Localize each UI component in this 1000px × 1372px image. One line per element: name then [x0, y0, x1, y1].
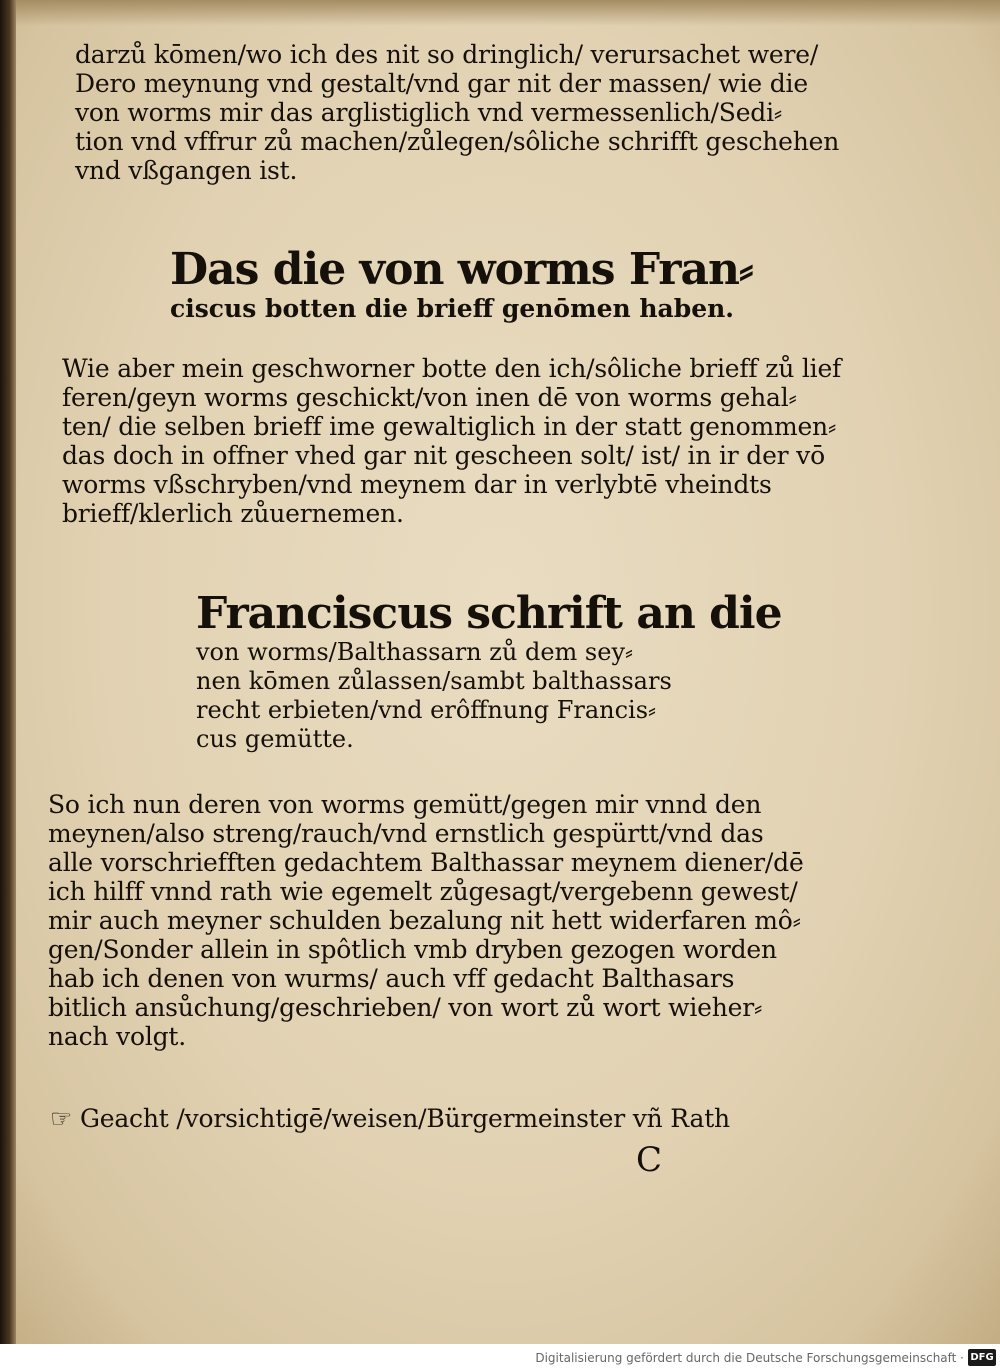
text-line: vnd vßgangen ist. [75, 156, 298, 185]
page-top-shade [16, 0, 1000, 26]
section-heading-1 [170, 246, 753, 323]
heading-subtitle: von worms/Balthassarn zů dem sey⸗ [196, 638, 634, 666]
text-line: darzů kōmen/wo ich des nit so dringlich/ verursachet were/ [75, 40, 819, 69]
text-line: ich hilff vnnd rath wie egemelt zůgesagt/vergebenn gewest/ [48, 877, 798, 906]
salutation-line [50, 1104, 730, 1133]
paragraph-3 [48, 790, 804, 1051]
dfg-logo: DFG [968, 1349, 996, 1366]
text-line: bitlich ansůchung/geschrieben/ von wort zů wort wieher⸗ [48, 993, 763, 1022]
signature-mark [636, 1140, 662, 1180]
text-line: So ich nun deren von worms gemütt/gegen mir vnnd den [48, 790, 762, 819]
signature-letter: C [636, 1140, 663, 1180]
heading-subtitle: cus gemütte. [196, 725, 354, 753]
book-spine-shadow [0, 0, 16, 1344]
text-line: ten/ die selben brieff ime gewaltiglich in der statt genommen⸗ [62, 412, 837, 441]
footer-bar [0, 1344, 1000, 1372]
text-line: hab ich denen von wurms/ auch vff gedacht Balthasars [48, 964, 735, 993]
text-line: Wie aber mein geschworner botte den ich/sôliche brieff zů lief [62, 354, 842, 383]
text-line: mir auch meyner schulden bezalung nit hett widerfaren mô⸗ [48, 906, 801, 935]
text-line: alle vorschriefften gedachtem Balthassar meynem diener/dē [48, 848, 804, 877]
text-line: gen/Sonder allein in spôtlich vmb dryben gezogen worden [48, 935, 777, 964]
heading-title: Das die von worms Fran⸗ [170, 244, 753, 295]
paragraph-2 [62, 354, 841, 528]
heading-subtitle: nen kōmen zůlassen/sambt balthassars [196, 667, 672, 695]
text-line: feren/geyn worms geschickt/von inen dē von worms gehal⸗ [62, 383, 797, 412]
text-line: das doch in offner vhed gar nit gescheen solt/ ist/ in ir der vō [62, 441, 825, 470]
footer-credit: Digitalisierung gefördert durch die Deutsche Forschungsgemeinschaft · [535, 1351, 964, 1365]
text-line: tion vnd vffrur zů machen/zůlegen/sôliche schrifft geschehen [75, 127, 840, 156]
text-line: von worms mir das arglistiglich vnd vermessenlich/Sedi⸗ [75, 98, 783, 127]
text-line: nach volgt. [48, 1022, 187, 1051]
section-heading-2 [196, 590, 782, 754]
text-line: meynen/also streng/rauch/vnd ernstlich gespürtt/vnd das [48, 819, 764, 848]
text-line: Dero meynung vnd gestalt/vnd gar nit der massen/ wie die [75, 69, 808, 98]
paragraph-1 [75, 40, 839, 185]
heading-subtitle: ciscus botten die brieff genōmen haben. [170, 294, 734, 323]
text-line: ☞ Geacht /vorsichtigē/weisen/Bürgermeinster vñ Rath [50, 1104, 730, 1133]
text-line: brieff/klerlich zůuernemen. [62, 499, 404, 528]
text-line: worms vßschryben/vnd meynem dar in verlybtē vheindts [62, 470, 772, 499]
heading-subtitle: recht erbieten/vnd erôffnung Francis⸗ [196, 696, 657, 724]
heading-title: Franciscus schrift an die [196, 588, 782, 639]
